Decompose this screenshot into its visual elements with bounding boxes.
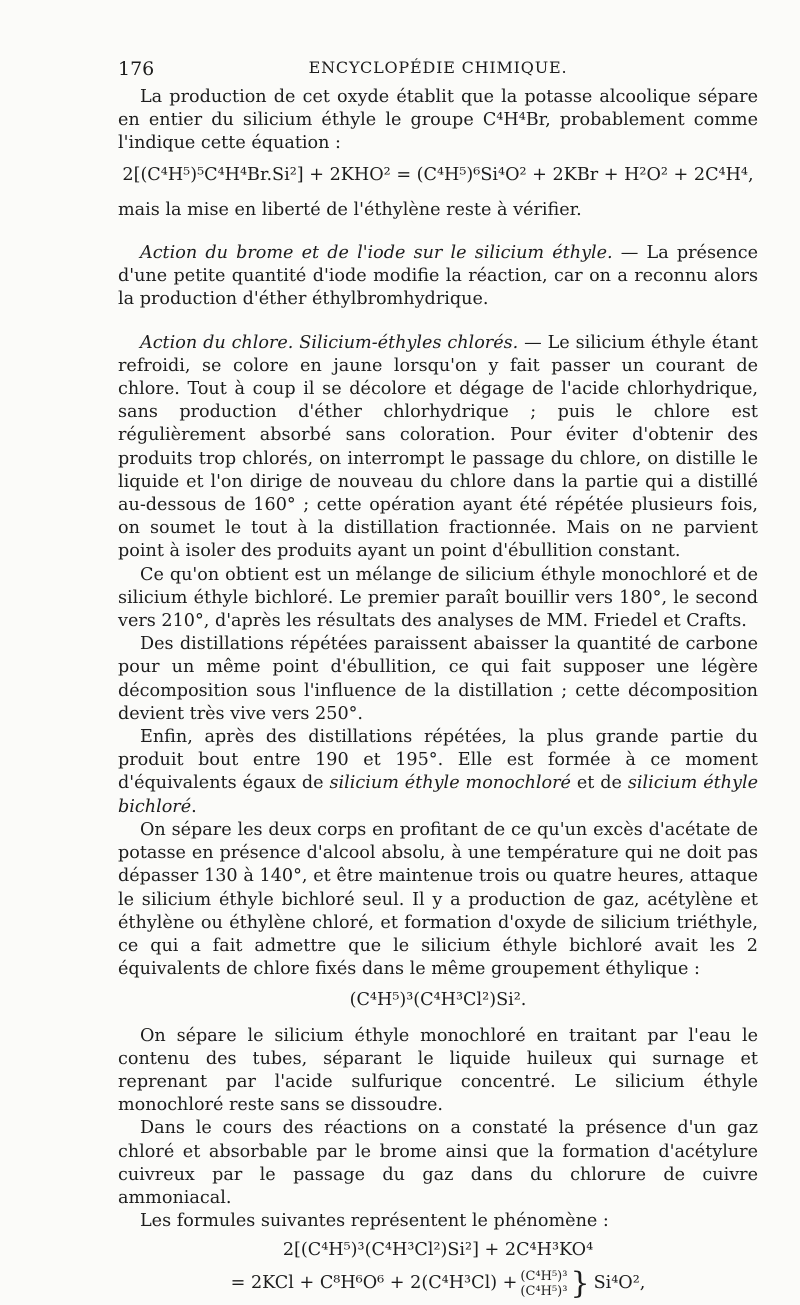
equation: (C⁴H⁵)³(C⁴H³Cl²)Si². [349,990,527,1011]
emphasis: silicium éthyle monochloré [329,773,571,794]
paragraph: Des distillations répétées paraissent abaisser la quantité de carbone pour un même point d'ébullition, ce qui fait supposer une légère décomposition sous l'influence de la distillation ; cette décomposition devient très vive vers 250°. [118,634,758,724]
running-title: ENCYCLOPÉDIE CHIMIQUE. [308,58,568,77]
paragraph-text: et de [570,773,628,794]
equation-block [118,1239,758,1301]
paragraph: Ce qu'on obtient est un mélange de silicium éthyle monochloré et de silicium éthyle bichloré. Le premier paraît bouillir vers 180°, le second vers 210°, d'après les résultats des analyses de MM. Friedel et Crafts. [118,564,758,632]
section-paragraph [118,332,758,564]
page-number: 176 [118,58,155,80]
paragraph: mais la mise en liberté de l'éthylène reste à vérifier. [118,199,582,220]
stack-bottom: (C⁴H⁵)³ [520,1283,568,1299]
section-heading: Action du chlore. Silicium-éthyles chlorés. [140,332,519,353]
paragraph: Dans le cours des réactions on a constaté la présence d'un gaz chloré et absorbable par le brome ainsi que la formation d'acétylure cuivreux par le passage du gaz dans du chlorure de cuivre ammoniacal. [118,1118,758,1208]
section-paragraph [118,242,758,312]
emphasis: silicium éthyle bichloré [118,773,758,817]
paragraph: Les formules suivantes représentent le phénomène : [140,1211,609,1232]
stack-top: (C⁴H⁵)³ [520,1268,568,1284]
equation-line: 2[(C⁴H⁵)³(C⁴H³Cl²)Si²] + 2C⁴H³KO⁴ [282,1240,594,1261]
equation-right: Si⁴O², [593,1272,646,1293]
equation-left: = 2KCl + C⁸H⁶O⁶ + 2(C⁴H³Cl) + [230,1272,518,1293]
brace-icon: } [570,1265,590,1301]
paragraph-text: . [191,796,197,817]
paragraph: On sépare le silicium éthyle monochloré en traitant par l'eau le contenu des tubes, séparant le liquide huileux qui surnage et reprenant par l'acide sulfurique concentré. Le silicium éthyle monochloré reste sans se dissoudre. [118,1025,758,1116]
equation: 2[(C⁴H⁵)⁵C⁴H⁴Br.Si²] + 2KHO² = (C⁴H⁵)⁶Si⁴O² + 2KBr + H²O² + 2C⁴H⁴, [122,164,754,185]
paragraph-text: — Le silicium éthyle étant refroidi, se colore en jaune lorsqu'on y fait passer un courant de chlore. Tout à coup il se décolore et dégage de l'acide chlorhydrique, sans production d'éther chlorhydrique ; puis le chlore est régulièrement absorbé sans coloration. Pour éviter d'obtenir des produits trop chlorés, on interrompt le passage du chlore, on distille le liquide et l'on dirige de nouveau du chlore dans la partie qui a distillé au-dessous de 160° ; cette opération ayant été répétée plusieurs fois, on soumet le tout à la distillation fractionnée. Mais on ne parvient point à isoler des produits ayant un point d'ébullition constant. [118,332,758,562]
paragraph [118,726,758,819]
section-heading: Action du brome et de l'iode sur le silicium éthyle. [140,243,613,264]
paragraph-text: — La présence d'une petite quantité d'iode modifie la réaction, car on a reconnu alors la production d'éther éthylbromhydrique. [118,243,758,310]
page-header [118,52,758,82]
paragraph: La production de cet oxyde établit que la potasse alcoolique sépare en entier du silicium éthyle le groupe C⁴H⁴Br, probablement comme l'indique cette équation : [118,87,758,154]
paragraph-text: Enfin, après des distillations répétées, la plus grande partie du produit bout entre 190 et 195°. Elle est formée à ce moment d'équivalents égaux de [118,727,758,794]
paragraph: On sépare les deux corps en profitant de ce qu'un excès d'acétate de potasse en présence d'alcool absolu, à une température qui ne doit pas dépasser 130 à 140°, et être maintenue trois ou quatre heures, attaque le silicium éthyle bichloré seul. Il y a production de gaz, acétylène et éthylène ou éthylène chloré, et formation d'oxyde de silicium triéthyle, ce qui a fait admettre que le silicium éthyle bichloré avait les 2 équivalents de chlore fixés dans le même groupement éthylique : [118,819,758,980]
page-body [118,86,758,1305]
